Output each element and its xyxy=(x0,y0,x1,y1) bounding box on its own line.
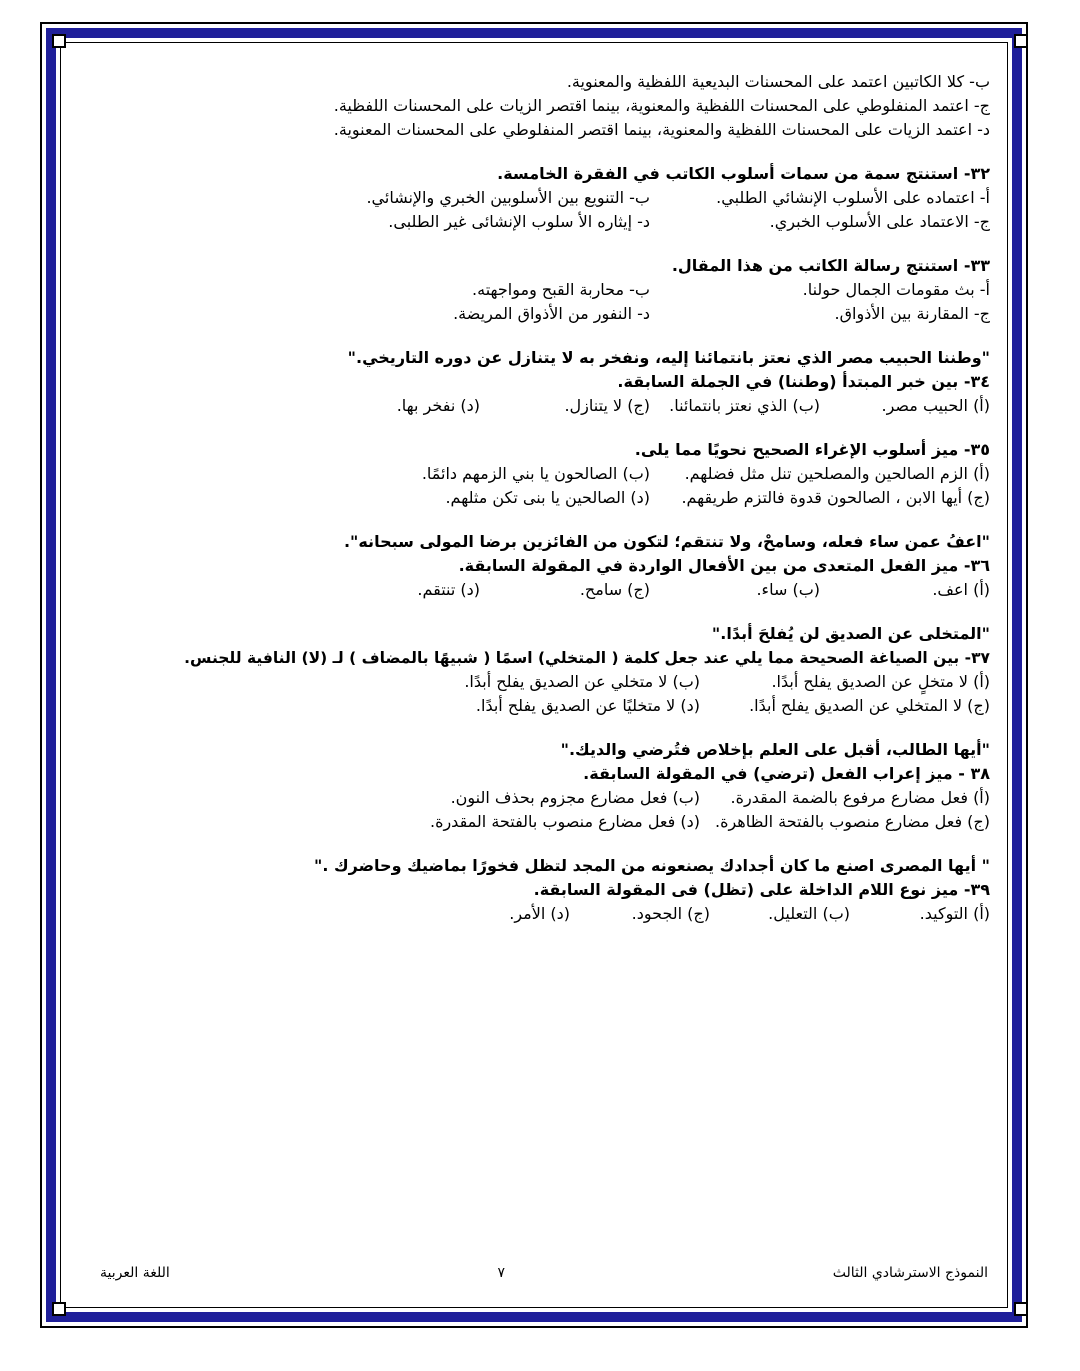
question-title: ٣٩- ميز نوع اللام الداخلة على (تظل) فى المقولة السابقة. xyxy=(533,880,990,899)
question-35 xyxy=(70,438,990,510)
options-row xyxy=(70,210,990,234)
question-32 xyxy=(70,162,990,234)
option-line: ج- اعتمد المنفلوطي على المحسنات اللفظية والمعنوية، بينما اقتصر الزيات على المحسنات اللفظية. xyxy=(333,96,990,115)
previous-question-options xyxy=(70,70,990,142)
option: ج- الاعتماد على الأسلوب الخبري. xyxy=(769,212,990,231)
question-title: ٣٦- ميز الفعل المتعدى من بين الأفعال الواردة في المقولة السابقة. xyxy=(458,556,990,575)
option: (ب) الذي نعتز بانتمائنا. xyxy=(669,396,820,415)
question-title: ٣٤- بين خبر المبتدأ (وطننا) في الجملة السابقة. xyxy=(617,372,990,391)
option: (ج) أيها الابن ، الصالحون قدوة فالتزم طريقهم. xyxy=(681,488,990,507)
question-quote: "المتخلى عن الصديق لن يُفلحَ أبدًا." xyxy=(711,624,990,643)
option: (ج) الجحود. xyxy=(631,904,710,923)
question-33 xyxy=(70,254,990,326)
option: (أ) الزم الصالحين والمصلحين تنل مثل فضلهم. xyxy=(684,464,990,483)
option: أ- بث مقومات الجمال حولنا. xyxy=(802,280,990,299)
question-quote: " أيها المصرى اصنع ما كان أجدادك يصنعونه من المجد لتظل فخورًا بماضيك وحاضرك ." xyxy=(313,856,990,875)
options-row xyxy=(70,486,990,510)
option: ب- محاربة القبح ومواجهته. xyxy=(472,280,650,299)
option: (ج) لا يتنازل. xyxy=(564,396,650,415)
option: (ب) لا متخلي عن الصديق يفلح أبدًا. xyxy=(464,672,700,691)
option: (ب) فعل مضارع مجزوم بحذف النون. xyxy=(450,788,700,807)
option: (ج) لا المتخلي عن الصديق يفلح أبدًا. xyxy=(749,696,990,715)
option: (د) نفخر بها. xyxy=(396,396,480,415)
options-row xyxy=(70,810,990,834)
option: (أ) التوكيد. xyxy=(919,904,990,923)
option: (د) تنتقم. xyxy=(417,580,480,599)
option-line: د- اعتمد الزيات على المحسنات اللفظية والمعنوية، بينما اقتصر المنفلوطي على المحسنات المعنوية. xyxy=(333,120,990,139)
option: (د) الصالحين يا بنى تكن مثلهم. xyxy=(445,488,650,507)
question-quote: "اعفُ عمن ساء فعله، وسامحْ، ولا تنتقم؛ لتكون من الفائزين برضا المولى سبحانه". xyxy=(343,532,990,551)
question-title: ٣٥- ميز أسلوب الإغراء الصحيح نحويًا مما يلى. xyxy=(634,440,990,459)
page-footer xyxy=(100,1265,988,1281)
options-row xyxy=(70,694,990,718)
option: د- النفور من الأذواق المريضة. xyxy=(453,304,650,323)
border-corner-ornament xyxy=(1014,34,1028,48)
options-row xyxy=(70,462,990,486)
option: (ب) الصالحون يا بني الزمهم دائمًا. xyxy=(421,464,650,483)
option: (أ) لا متخلٍ عن الصديق يفلح أبدًا. xyxy=(771,672,990,691)
question-quote: "أيها الطالب، أقبل على العلم بإخلاص فتُرضي والديك." xyxy=(560,740,990,759)
question-39 xyxy=(70,854,990,926)
exam-content xyxy=(70,70,990,926)
question-title: ٣٣- استنتج رسالة الكاتب من هذا المقال. xyxy=(671,256,990,275)
option: (ج) سامح. xyxy=(579,580,650,599)
footer-subject: اللغة العربية xyxy=(100,1265,170,1281)
question-34 xyxy=(70,346,990,418)
option: (أ) الحبيب مصر. xyxy=(881,396,990,415)
option: أ- اعتماده على الأسلوب الإنشائي الطلبي. xyxy=(716,188,990,207)
footer-page-number: ٧ xyxy=(497,1265,506,1281)
option: د- إيثاره الأ سلوب الإنشائى غير الطلبى. xyxy=(388,212,650,231)
question-title: ٣٧- بين الصياغة الصحيحة مما يلي عند جعل كلمة ( المتخلي) اسمًا ( شبيهًا بالمضاف ) لـ (لا) النافية للجنس. xyxy=(184,649,990,667)
border-corner-ornament xyxy=(52,1302,66,1316)
options-row xyxy=(70,902,990,926)
option: (د) الأمر. xyxy=(509,904,570,923)
question-title: ٣٢- استنتج سمة من سمات أسلوب الكاتب في الفقرة الخامسة. xyxy=(497,164,990,183)
option: (د) لا متخليًا عن الصديق يفلح أبدًا. xyxy=(475,696,700,715)
question-quote: "وطننا الحبيب مصر الذي نعتز بانتمائنا إليه، ونفخر به لا يتنازل عن دوره التاريخي." xyxy=(347,348,990,367)
options-row xyxy=(70,394,990,418)
options-row xyxy=(70,186,990,210)
question-36 xyxy=(70,530,990,602)
footer-model-name: النموذج الاسترشادي الثالث xyxy=(832,1265,988,1281)
option-line: ب- كلا الكاتبين اعتمد على المحسنات البديعية اللفظية والمعنوية. xyxy=(566,72,990,91)
question-37 xyxy=(70,622,990,718)
option: (ج) فعل مضارع منصوب بالفتحة الظاهرة. xyxy=(714,812,990,831)
question-38 xyxy=(70,738,990,834)
options-row xyxy=(70,302,990,326)
options-row xyxy=(70,786,990,810)
options-row xyxy=(70,578,990,602)
option: (أ) فعل مضارع مرفوع بالضمة المقدرة. xyxy=(730,788,990,807)
question-title: ٣٨ - ميز إعراب الفعل (ترضي) في المقولة السابقة. xyxy=(583,764,990,783)
option: (د) فعل مضارع منصوب بالفتحة المقدرة. xyxy=(429,812,700,831)
option: ب- التنويع بين الأسلوبين الخبري والإنشائي. xyxy=(366,188,650,207)
option: (ب) ساء. xyxy=(756,580,820,599)
options-row xyxy=(70,670,990,694)
border-corner-ornament xyxy=(1014,1302,1028,1316)
option: (أ) اعف. xyxy=(932,580,990,599)
option: (ب) التعليل. xyxy=(768,904,850,923)
options-row xyxy=(70,278,990,302)
border-corner-ornament xyxy=(52,34,66,48)
option: ج- المقارنة بين الأذواق. xyxy=(834,304,990,323)
